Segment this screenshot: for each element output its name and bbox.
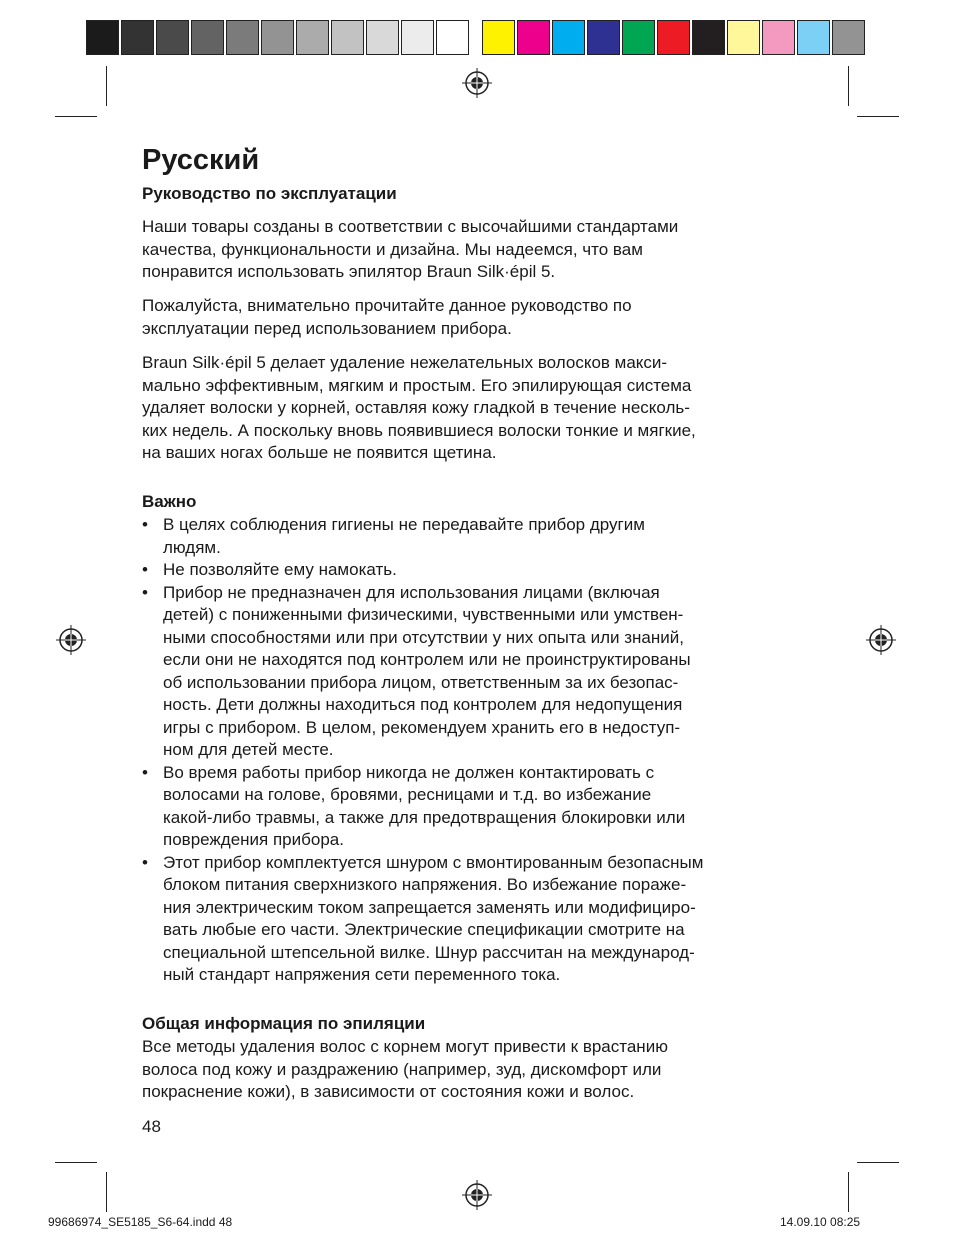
color-swatch [482,20,515,55]
registration-mark-icon [866,625,896,655]
color-swatch [692,20,725,55]
color-swatch [366,20,399,55]
color-swatch [226,20,259,55]
process-color-calibration-bar [482,20,867,57]
color-swatch [797,20,830,55]
intro-paragraph: Пожалуйста, внимательно прочитайте данное руководство по эксплуатации перед использованием прибора. [142,296,632,338]
color-swatch [191,20,224,55]
color-swatch [552,20,585,55]
intro-paragraph: Braun Silk·épil 5 делает удаление нежелательных волосков макси- мально эффективным, мягким и простым. Его эпилирующая система удаляет волоски у корней, оставляя кожу гладкой в течение несколь- ких недель. А поскольку вновь появившиеся волоски тонкие и мягкие, на ваших ногах больше не появится щетина. [142,353,696,462]
page-number: 48 [142,1117,161,1136]
list-item [142,762,842,852]
crop-mark [857,116,899,117]
list-item [142,852,842,987]
color-swatch [762,20,795,55]
color-swatch [331,20,364,55]
color-swatch [517,20,550,55]
crop-mark [848,1172,849,1212]
crop-mark [848,66,849,106]
bullet-icon: • [142,582,148,602]
crop-mark [106,66,107,106]
color-swatch [156,20,189,55]
color-swatch [121,20,154,55]
important-heading: Важно [142,492,197,511]
important-list [142,514,842,987]
registration-mark-icon [462,68,492,98]
crop-mark [106,1172,107,1212]
page-subtitle: Руководство по эксплуатации [142,184,397,203]
color-swatch [622,20,655,55]
color-swatch [296,20,329,55]
crop-mark [55,1162,97,1163]
bullet-icon: • [142,560,148,579]
color-swatch [832,20,865,55]
crop-mark [857,1162,899,1163]
color-swatch [86,20,119,55]
color-swatch [401,20,434,55]
footer-date-time: 14.09.10 08:25 [780,1215,861,1229]
footer-file-info: 99686974_SE5185_S6-64.indd 48 [48,1215,233,1229]
list-item [142,514,842,559]
intro-paragraph: Наши товары созданы в соответствии с высочайшими стандартами качества, функциональности и дизайна. Мы надеемся, что вам понравится использовать эпилятор Braun Silk·épil 5. [142,217,679,281]
registration-mark-icon [56,625,86,655]
bullet-icon: • [142,762,148,782]
registration-mark-icon [462,1180,492,1210]
list-item-text: Этот прибор комплектуется шнуром с вмонтированным безопасным блоком питания сверхнизкого напряжения. Во избежание пораже- ния электрическим током запрещается заменять или модифициро- вать любые его части. Электрические спецификации смотрите на специальной штепсельной вилке. Шнур рассчитан на международ- ный стандарт напряжения сети переменного тока. [163,852,704,984]
general-info-paragraph: Все методы удаления волос с корнем могут привести к врастанию волоса под кожу и раздражению (например, зуд, дискомфорт или покраснение кожи), в зависимости от состояния кожи и волос. [142,1037,668,1101]
crop-mark [55,116,97,117]
list-item [142,582,842,762]
list-item [142,559,842,582]
color-swatch [436,20,469,55]
color-swatch [587,20,620,55]
page-title: Русский [142,144,260,176]
color-swatch [261,20,294,55]
general-info-heading: Общая информация по эпиляции [142,1014,426,1033]
color-swatch [727,20,760,55]
list-item-text: В целях соблюдения гигиены не передавайте прибор другим людям. [163,515,645,557]
color-swatch [657,20,690,55]
list-item-text: Не позволяйте ему намокать. [163,560,397,579]
list-item-text: Во время работы прибор никогда не должен контактировать с волосами на голове, бровями, ресницами и т.д. во избежание какой-либо травмы, а также для предотвращения блокировки или повреждения прибора. [163,762,686,849]
grayscale-calibration-bar [86,20,471,57]
bullet-icon: • [142,852,148,872]
bullet-icon: • [142,515,148,534]
list-item-text: Прибор не предназначен для использования лицами (включая детей) с пониженными физическими, чувственными или умствен- ными способностями или при отсутствии у них опыта или знаний, если они не находятся под контролем или не проинструктированы об использовании прибора лицом, ответственным за их безопас- ность. Дети должны находиться под контролем для недопущения игры с прибором. В целом, рекомендуем хранить его в недоступ- ном для детей месте. [163,582,691,759]
